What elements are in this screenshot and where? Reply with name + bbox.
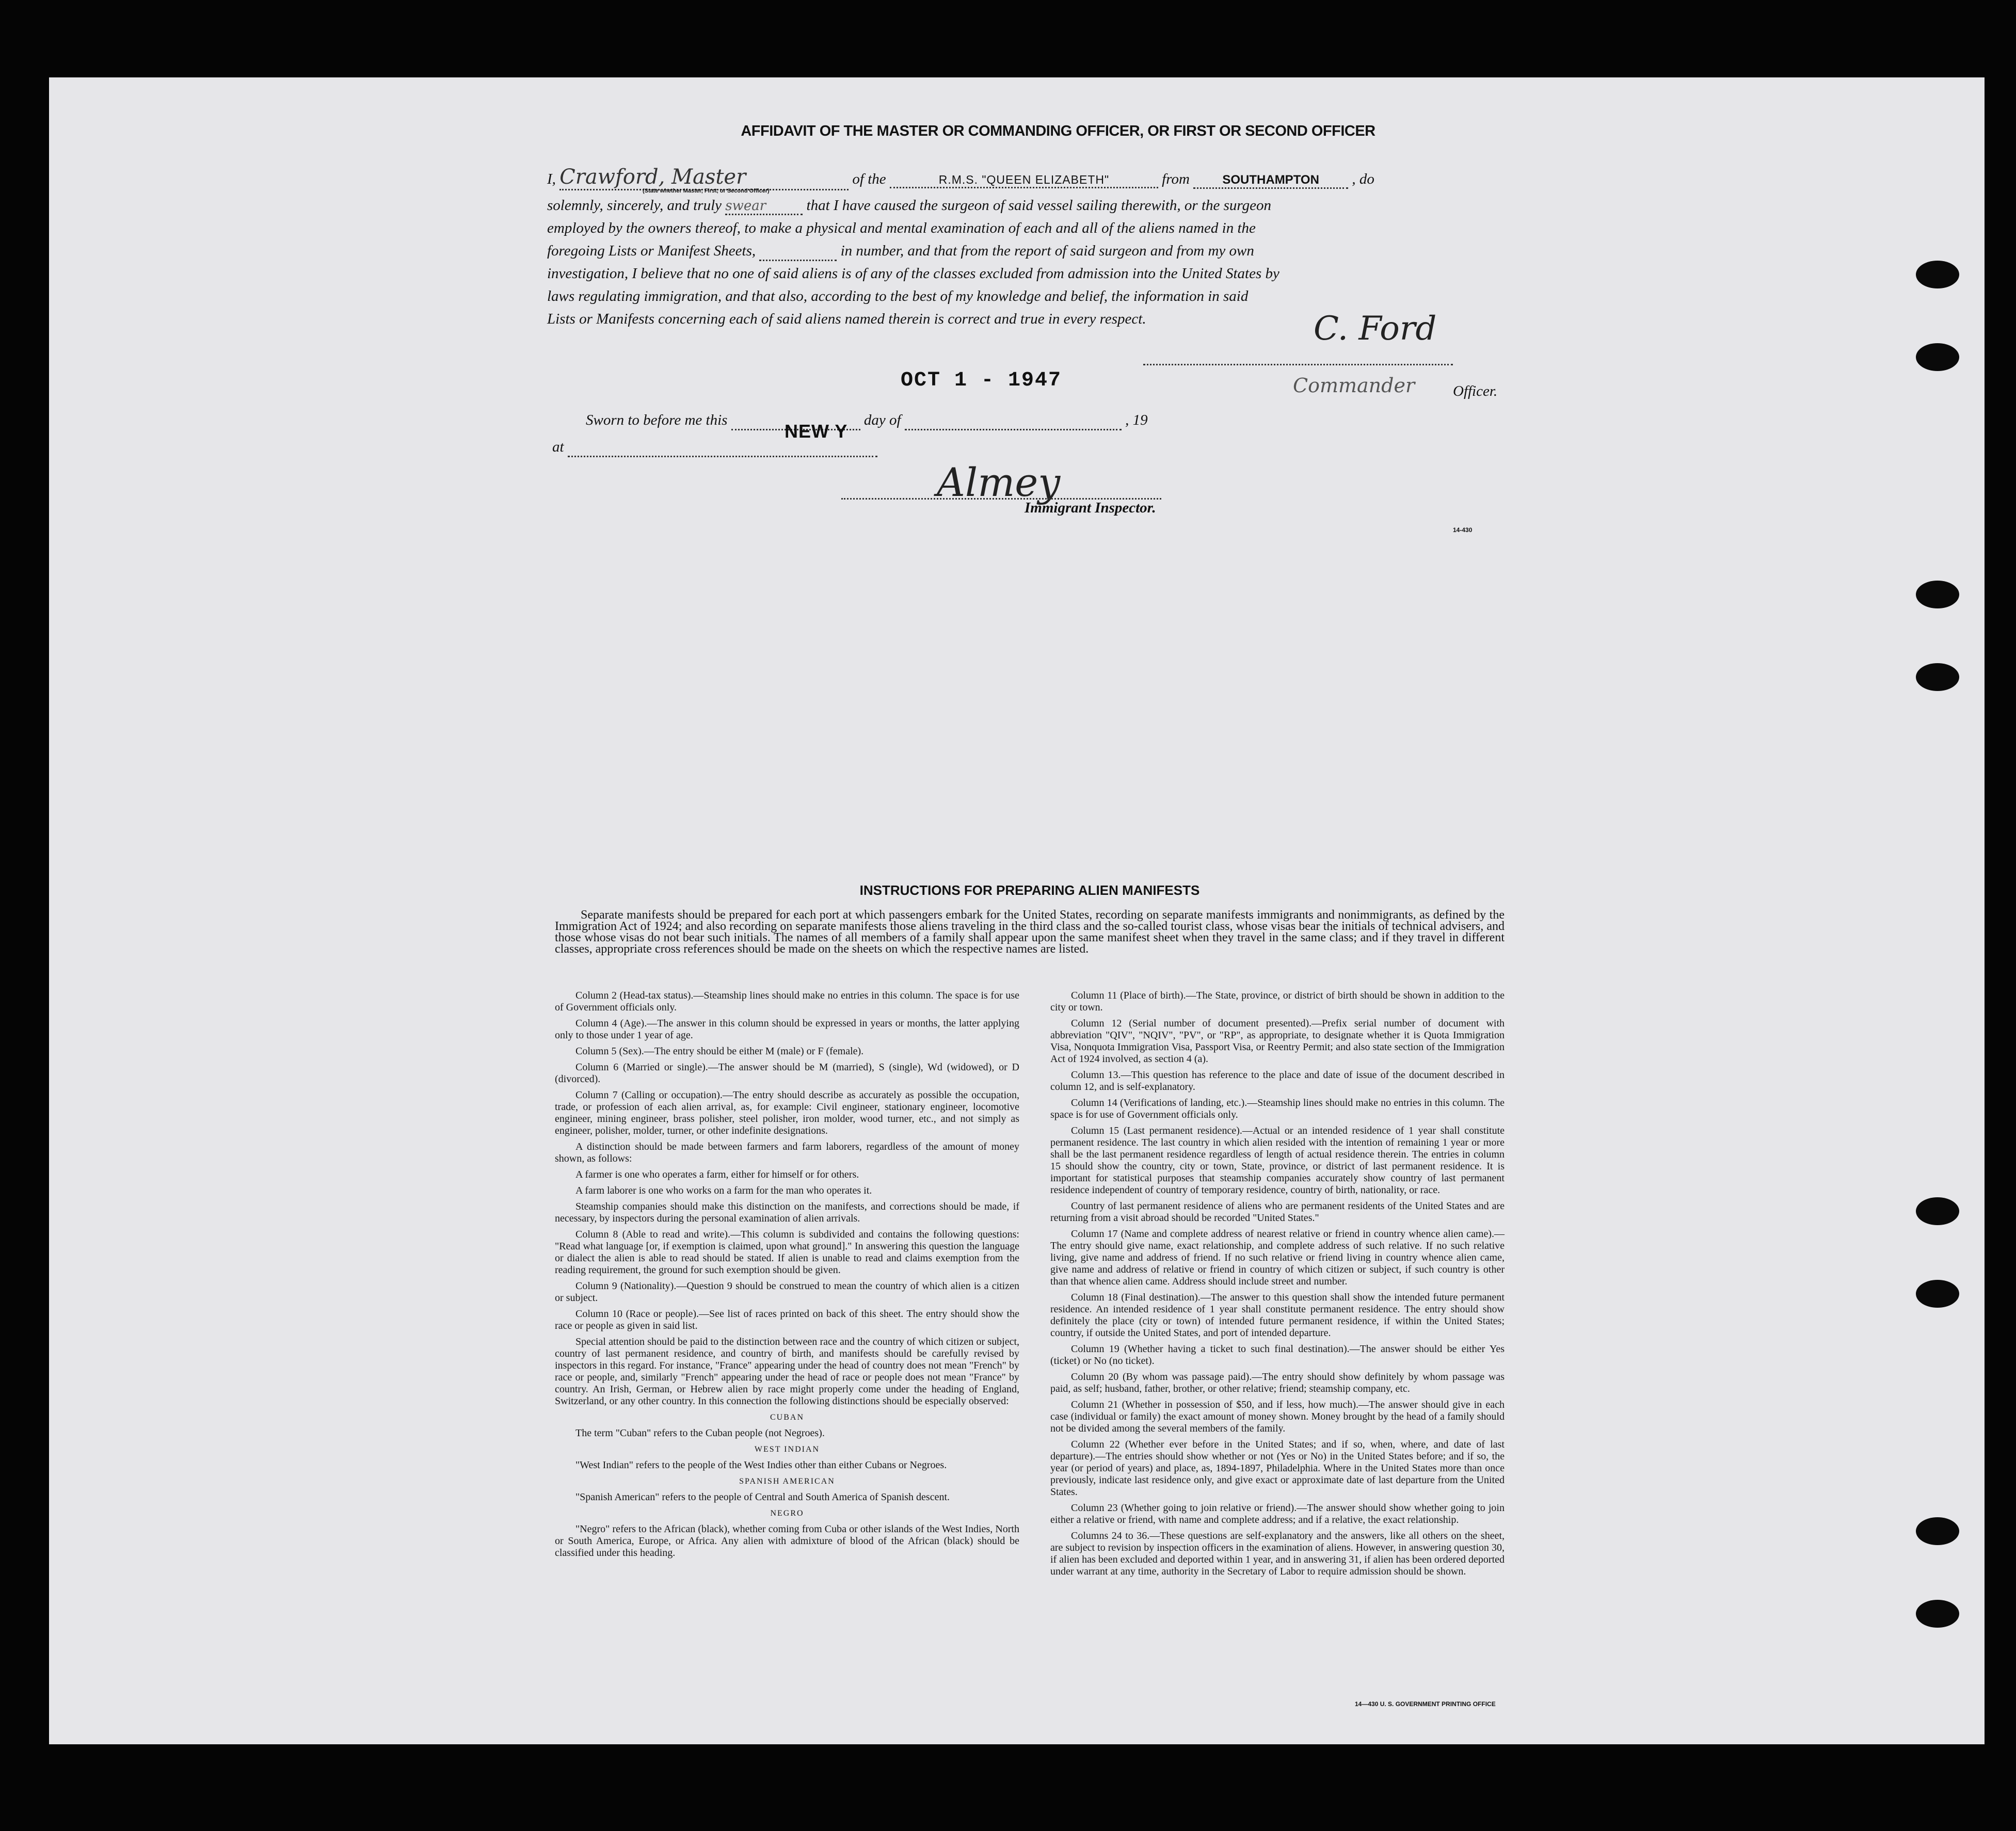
sworn-at-field <box>568 439 877 457</box>
line2-end: that I have caused the surgeon of said vessel sailing therewith, or the surgeon <box>806 197 1272 214</box>
signer-handwritten: Crawford, Master <box>559 165 849 190</box>
at-label: at <box>552 439 564 455</box>
sworn-line <box>586 412 1148 430</box>
instruction-col22: Column 22 (Whether ever before in the United States; and if so, when, where, and date of last departure).—The entries should show whether or not (Yes or No) in the United States before; and if so, the year (or period of years) and place, as, 1894-1897, Philadelphia. Where in the United States more than once previously, indicate last residence only, and give exact or approximate date of last departure from the United States. <box>1050 1439 1505 1498</box>
affidavit-line-5: investigation, I believe that no one of said aliens is of any of the classes excluded from admission into the United States by <box>547 265 1279 282</box>
year-label: , 19 <box>1125 412 1148 428</box>
punch-hole <box>1916 261 1959 288</box>
line4-end: in number, and that from the report of said surgeon and from my own <box>840 243 1254 259</box>
manifest-sheet <box>49 77 1985 1744</box>
instruction-col11: Column 11 (Place of birth).—The State, province, or district of birth should be shown in addition to the city or town. <box>1050 990 1505 1013</box>
punch-hole <box>1916 581 1959 608</box>
punch-hole <box>1916 1600 1959 1628</box>
vessel-name: R.M.S. "QUEEN ELIZABETH" <box>890 173 1158 188</box>
officer-label: Officer. <box>1453 383 1498 399</box>
instruction-col15: Column 15 (Last permanent residence).—Actual or an intended residence of 1 year shall constitute permanent residence. The last country in which alien resided with the intention of remaining 1 year or more shall be the last permanent residence regardless of length of actual residence therein. The entries in column 15 should show the country, city or town, State, province, or district of last permanent residence. It is important for statistical purposes that steamship companies accurately show country of last permanent residence independent of country of temporary residence, country of birth, nationality, or race. <box>1050 1125 1505 1196</box>
instruction-col8: Column 8 (Able to read and write).—This column is subdivided and contains the following questions: "Read what language [or, if exemption is claimed, upon what ground]." In answering this question the language or dialect the alien is able to read should be stated. If alien is unable to read and claims exemption from the reading requirement, the ground for such exemption should be given. <box>555 1229 1019 1276</box>
affidavit-title: AFFIDAVIT OF THE MASTER OR COMMANDING OFFICER, OR FIRST OR SECOND OFFICER <box>741 123 1375 139</box>
affidavit-line-6: laws regulating immigration, and that also, according to the best of my knowledge and belief, the information in said <box>547 288 1249 304</box>
definition-west-indian: "West Indian" refers to the people of the West Indies other than either Cubans or Negroes. <box>575 1459 947 1471</box>
officer-signature-line <box>1143 364 1453 365</box>
line4-start: foregoing Lists or Manifest Sheets, <box>547 243 756 259</box>
swear-handwritten: swear <box>725 198 803 215</box>
signer-caption: (State whether Master, First, or Second Officer) <box>643 188 770 194</box>
instruction-special: Special attention should be paid to the distinction between race and the country of which citizen or subject, country of last permanent residence, and country of birth, and manifests should be carefully revised by inspectors in this regard. For instance, "France" appearing under the head of country does not mean "French" by race or people, and, similarly "French" appearing under the head of race or people does not mean "France" by country. An Irish, German, or Hebrew alien by race might properly come under the heading of England, Switzerland, or any other country. In this connection the following distinctions should be especially observed: <box>555 1336 1019 1407</box>
instruction-steamship: Steamship companies should make this distinction on the manifests, and corrections should be made, if necessary, by inspectors during the personal examination of alien arrivals. <box>555 1201 1019 1224</box>
affidavit-line-7: Lists or Manifests concerning each of said aliens named therein is correct and true in every respect. <box>547 311 1146 327</box>
instruction-farmers: A distinction should be made between farmers and farm laborers, regardless of the amount of money shown, as follows: <box>555 1141 1019 1164</box>
affidavit-line-1 <box>547 165 1554 190</box>
punch-hole <box>1916 1280 1959 1308</box>
instruction-col23: Column 23 (Whether going to join relative or friend).—The answer should show whether going to join either a relative or friend, with name and complete address; and if a relative, the exact relationship. <box>1050 1502 1505 1525</box>
instruction-col24-36: Columns 24 to 36.—These questions are self-explanatory and the answers, like all others on the sheet, are subject to revision by inspection officers in the examination of aliens. However, in answering question 30, if alien has been excluded and deported within 1 year, and in answering 31, if alien has been ordered deported under warrant at any time, authority in the Secretary of Labor to require admission should be shown. <box>1050 1530 1505 1577</box>
instructions-title: INSTRUCTIONS FOR PREPARING ALIEN MANIFESTS <box>859 882 1200 898</box>
officer-signature: C. Ford <box>1314 310 1437 348</box>
sworn-place-stamp: NEW Y <box>785 421 848 442</box>
punch-hole <box>1916 1197 1959 1225</box>
do-label: , do <box>1352 171 1374 187</box>
instruction-col19: Column 19 (Whether having a ticket to such final destination).—The answer should be either Yes (ticket) or No (no ticket). <box>1050 1343 1505 1367</box>
sheet-count-field <box>759 243 837 261</box>
instruction-country-residence: Country of last permanent residence of aliens who are permanent residents of the United States and are returning from a visit abroad should be recorded "United States." <box>1050 1200 1505 1224</box>
heading-spanish-american: SPANISH AMERICAN <box>739 1477 835 1486</box>
instruction-col21: Column 21 (Whether in possession of $50, and if less, how much).—The answer should give in each case (individual or family) the exact amount of money shown. Money brought by the head of a family should not be divided among the several members of the family. <box>1050 1399 1505 1434</box>
instructions-left-column <box>555 990 1019 1563</box>
from-label: from <box>1162 171 1190 187</box>
day-of-label: day of <box>863 412 901 428</box>
affidavit-line-2 <box>547 197 1554 215</box>
instructions-right-column <box>1050 990 1505 1582</box>
instruction-col12: Column 12 (Serial number of document presented).—Prefix serial number of document with abbreviation "QIV", "NQIV", "PV", or "RP", as appropriate, to designate whether it is Quota Immigration Visa, Nonquota Immigration Visa, Passport Visa, or Reentry Permit; and also state section of the Immigration Act of 1924 involved, as section 4 (a). <box>1050 1018 1505 1065</box>
inspector-signature: Almey <box>937 459 1061 505</box>
instruction-col14: Column 14 (Verifications of landing, etc.).—Steamship lines should make no entries in this column. The space is for use of Government officials only. <box>1050 1097 1505 1120</box>
instruction-col9: Column 9 (Nationality).—Question 9 should be construed to mean the country of which alien is a citizen or subject. <box>555 1280 1019 1304</box>
affidavit-line-4 <box>547 243 1254 261</box>
sworn-month-field <box>905 412 1122 430</box>
heading-negro: NEGRO <box>770 1509 804 1518</box>
departure-port: SOUTHAMPTON <box>1193 173 1348 189</box>
definition-cuban: The term "Cuban" refers to the Cuban people (not Negroes). <box>575 1427 825 1439</box>
punch-hole <box>1916 1517 1959 1545</box>
line2-start: solemnly, sincerely, and truly <box>547 197 722 214</box>
inspector-label: Immigrant Inspector. <box>1025 500 1156 516</box>
punch-hole <box>1916 663 1959 691</box>
heading-cuban: CUBAN <box>770 1413 804 1422</box>
affidavit-line-3: employed by the owners thereof, to make a physical and mental examination of each and all of the aliens named in the <box>547 220 1256 236</box>
definition-negro: "Negro" refers to the African (black), whether coming from Cuba or other islands of the West Indies, North or South America, Europe, or Africa. Any alien with admixture of blood of the African (black) should be classified under this heading. <box>555 1523 1019 1559</box>
punch-hole <box>1916 343 1959 371</box>
of-the-label: of the <box>852 171 886 187</box>
instruction-col13: Column 13.—This question has reference to the place and date of issue of the document described in column 12, and is self-explanatory. <box>1050 1069 1505 1093</box>
instruction-col17: Column 17 (Name and complete address of nearest relative or friend in country whence alien came).—The entry should give name, exact relationship, and complete address of such relative. If no such relative living, give name and address of friend. If no such relative or friend living in country whence alien came, give name and address of relative or friend in country of which citizen or subject, if such country is other than that whence alien came. Address should include street and number. <box>1050 1228 1505 1287</box>
instruction-col2: Column 2 (Head-tax status).—Steamship lines should make no entries in this column. The space is for use of Government officials only. <box>555 990 1019 1013</box>
instruction-farmer-def: A farmer is one who operates a farm, either for himself or for others. <box>575 1169 859 1180</box>
date-stamp: OCT 1 - 1947 <box>901 369 1062 392</box>
officer-title-handwritten: Commander <box>1293 374 1415 397</box>
instruction-col20: Column 20 (By whom was passage paid).—The entry should show definitely by whom passage was paid, as self; husband, father, brother, or other relative; friend; steamship company, etc. <box>1050 1371 1505 1394</box>
i-label: I, <box>547 171 556 187</box>
sworn-label: Sworn to before me this <box>586 412 728 428</box>
instruction-laborer-def: A farm laborer is one who works on a farm for the man who operates it. <box>575 1185 872 1196</box>
printer-imprint: 14—430 U. S. GOVERNMENT PRINTING OFFICE <box>1355 1700 1496 1708</box>
instruction-col7: Column 7 (Calling or occupation).—The entry should describe as accurately as possible the occupation, trade, or profession of each alien arrival, as, for example: Civil engineer, stationary engineer, locomotive engineer, mining engineer, brass polisher, steel polisher, iron molder, wood turner, etc., and not simply as engineer, polisher, molder, turner, or other indefinite designations. <box>555 1089 1019 1136</box>
instructions-intro: Separate manifests should be prepared for each port at which passengers embark for the United States, recording on separate manifests immigrants and nonimmigrants, as defined by the Immigration Act of 1924; and also recording on separate manifests those aliens traveling in the third class and the so-called tourist class, whose visas bear the initials of technical advisers, and those whose visas do not bear such initials. The names of all members of a family shall appear upon the same manifest sheet when they travel in the same class; and if they travel in different classes, appropriate cross references should be made on the sheets on which the respective names are listed. <box>555 908 1505 956</box>
instruction-col6: Column 6 (Married or single).—The answer should be M (married), S (single), Wd (widowed), or D (divorced). <box>555 1062 1019 1085</box>
instruction-col5: Column 5 (Sex).—The entry should be either M (male) or F (female). <box>575 1046 864 1057</box>
form-number: 14-430 <box>1453 526 1473 534</box>
instruction-col4: Column 4 (Age).—The answer in this column should be expressed in years or months, the latter applying only to those under 1 year of age. <box>555 1018 1019 1041</box>
definition-spanish-american: "Spanish American" refers to the people of Central and South America of Spanish descent. <box>575 1491 950 1503</box>
instruction-col10: Column 10 (Race or people).—See list of races printed on back of this sheet. The entry should show the race or people as given in said list. <box>555 1308 1019 1331</box>
heading-west-indian: WEST INDIAN <box>754 1445 820 1454</box>
instruction-col18: Column 18 (Final destination).—The answer to this question shall show the intended future permanent residence. An intended residence of 1 year shall constitute permanent residence. The entry should show definitely the place (city or town) of intended future permanent residence, if within the United States; country, if outside the United States, and port of intended departure. <box>1050 1292 1505 1339</box>
at-line <box>552 439 877 457</box>
